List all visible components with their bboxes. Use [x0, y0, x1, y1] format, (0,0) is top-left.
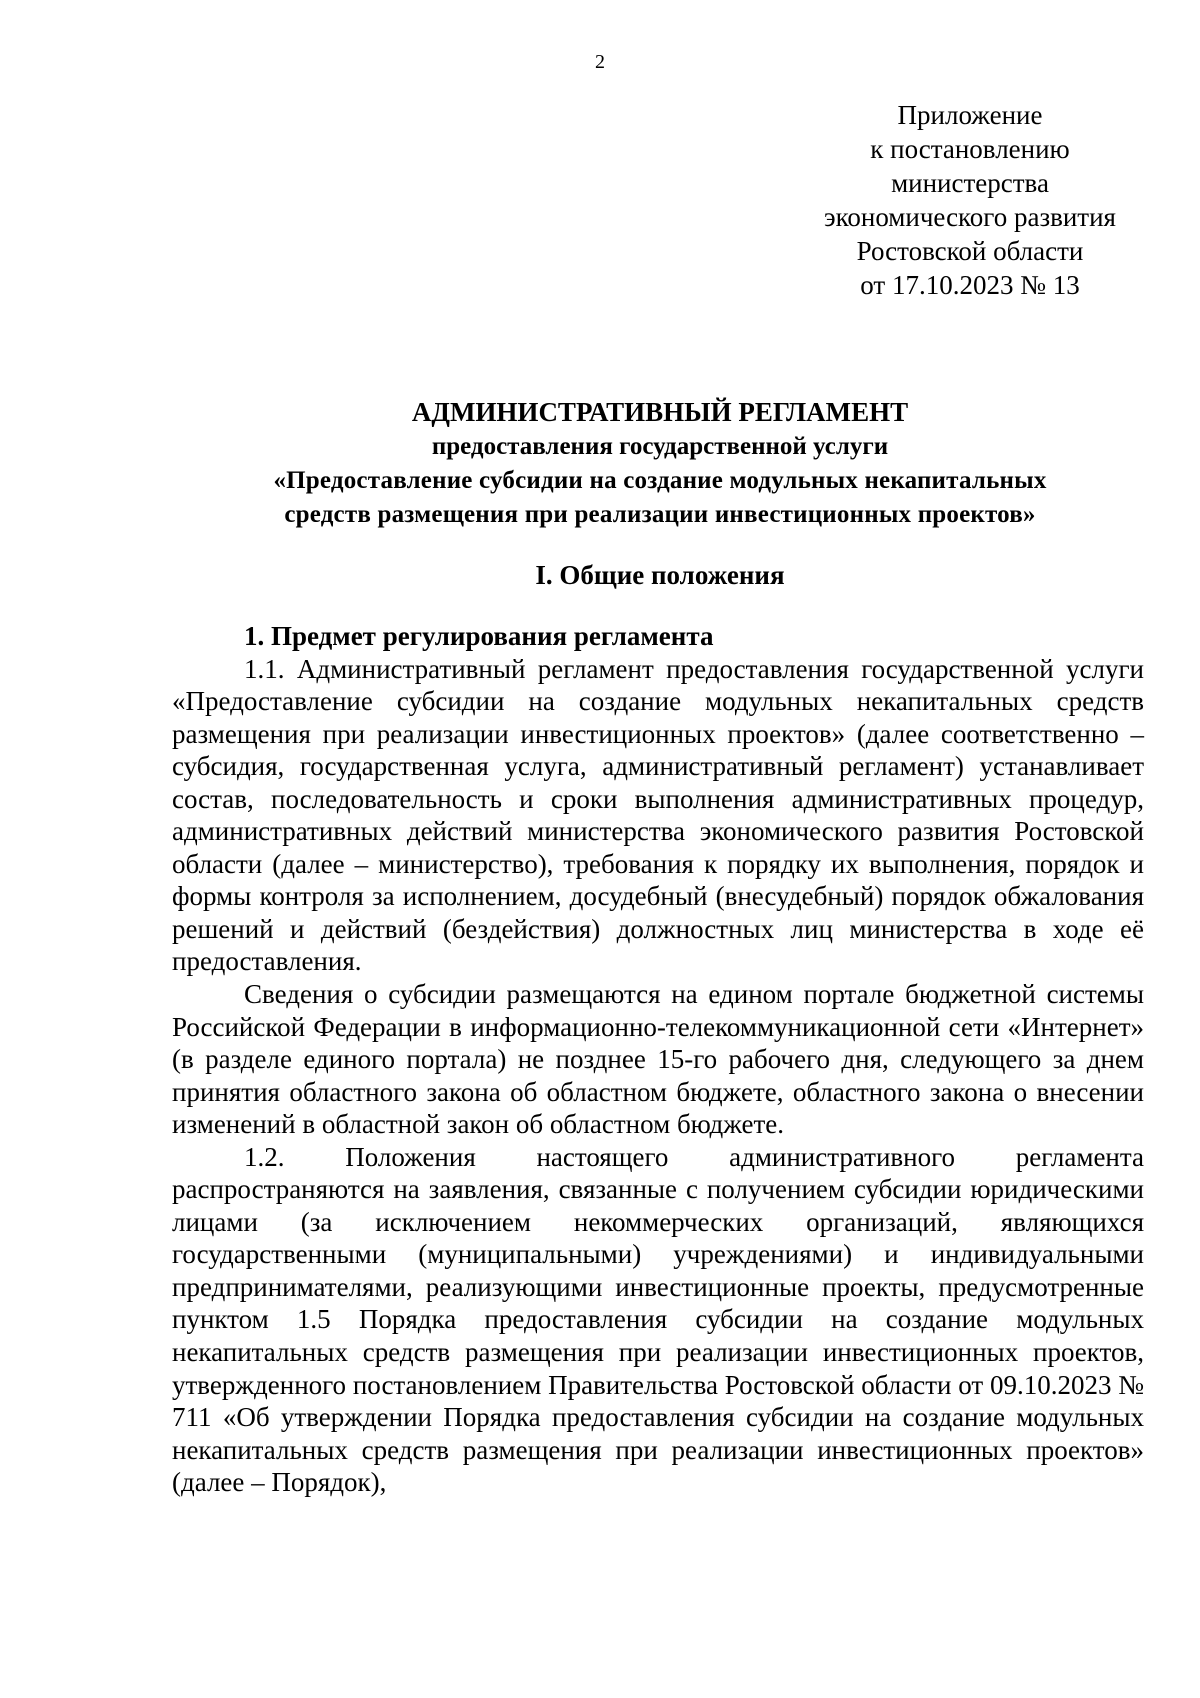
appendix-line: Ростовской области	[856, 236, 1084, 266]
paragraph: Сведения о субсидии размещаются на едином портале бюджетной системы Российской Федерации в информационно-телекоммуникационной сети «Интернет» (в разделе единого портала) не позднее 15-го рабочего дня, следующего за днем принятия областного закона об областном бюджете, областного закона о внесении изменений в областной закон об областном бюджете.	[172, 979, 1144, 1140]
document-body	[172, 620, 1144, 1499]
appendix-line: экономического развития	[824, 202, 1116, 232]
title-service-name-line: средств размещения при реализации инвестиционных проектов»	[284, 501, 1036, 528]
appendix-line: к постановлению	[870, 134, 1070, 164]
document-title	[150, 394, 1170, 532]
appendix-line: Приложение	[897, 100, 1043, 130]
appendix-block	[790, 98, 1150, 302]
title-main: АДМИНИСТРАТИВНЫЙ РЕГЛАМЕНТ	[411, 397, 909, 427]
title-service-name-line: «Предоставление субсидии на создание модульных некапитальных	[273, 467, 1047, 494]
page-number: 2	[595, 51, 605, 73]
section-heading: I. Общие положения	[535, 560, 785, 590]
paragraph: 1.1. Административный регламент предоставления государственной услуги «Предоставление субсидии на создание модульных некапитальных средств размещения при реализации инвестиционных проектов» (далее соответственно – субсидия, государственная услуга, административный регламент) устанавливает состав, последовательность и сроки выполнения административных процедур, административных действий министерства экономического развития Ростовской области (далее – министерство), требования к порядку их выполнения, порядок и формы контроля за исполнением, досудебный (внесудебный) порядок обжалования решений и действий (бездействия) должностных лиц министерства в ходе её предоставления.	[172, 653, 1144, 977]
appendix-line: министерства	[891, 168, 1049, 198]
subsection-heading: 1. Предмет регулирования регламента	[244, 621, 714, 651]
title-subtitle: предоставления государственной услуги	[431, 433, 889, 460]
paragraph: 1.2. Положения настоящего административного регламента распространяются на заявления, связанные с получением субсидии юридическими лицами (за исключением некоммерческих организаций, являющихся государственными (муниципальными) учреждениями) и индивидуальными предпринимателями, реализующими инвестиционные проекты, предусмотренные пунктом 1.5 Порядка предоставления субсидии на создание модульных некапитальных средств размещения при реализации инвестиционных проектов, утвержденного постановлением Правительства Ростовской области от 09.10.2023 № 711 «Об утверждении Порядка предоставления субсидии на создание модульных некапитальных средств размещения при реализации инвестиционных проектов» (далее – Порядок),	[172, 1141, 1144, 1498]
appendix-line: от 17.10.2023 № 13	[860, 270, 1080, 300]
